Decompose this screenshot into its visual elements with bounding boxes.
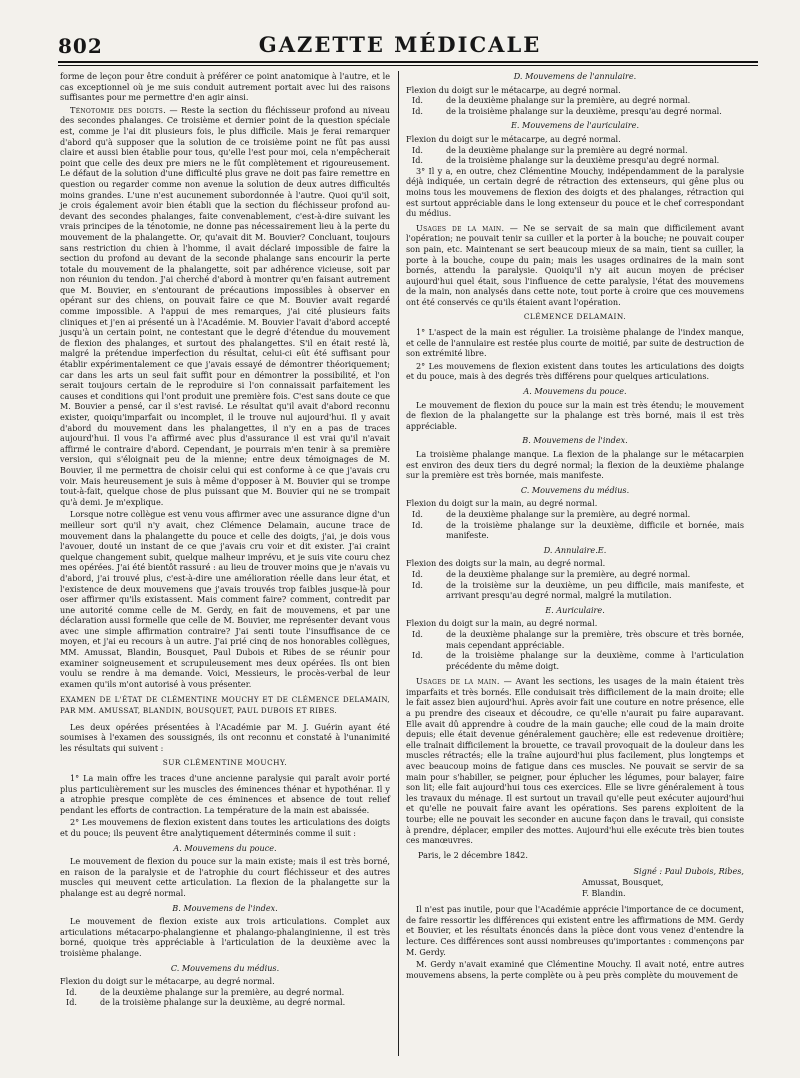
exam-title: EXAMEN DE L'ÉTAT DE CLÉMENTINE MOUCHY ET DE CLÉMENCE DELAMAIN, PAR MM. AMUSSAT, BLANDIN, BOUSQUET, PAUL DUBOIS ET RIBES.	[60, 695, 390, 716]
id-mark: Id.	[66, 997, 77, 1008]
line: Flexion du doigt sur la main, au degré normal.	[406, 498, 598, 509]
id-mark: Id.	[412, 519, 423, 530]
paragraph: La troisième phalange manque. La flexion de la phalange sur le métacarpien est environ des deux tiers du degré normal; la flexion de la deuxième phalange sur la première est très bornée, mais manifeste.	[406, 449, 744, 481]
line: Flexion du doigt sur la main, au degré normal.	[406, 618, 598, 629]
italic-heading: E. Mouvemens de l'auriculaire.	[510, 120, 640, 131]
italic-heading: D. Annulaire.E.	[543, 544, 607, 555]
line: Flexion du doigt sur le métacarpe, au degré normal.	[406, 84, 621, 95]
line-text: de la troisième phalange sur la deuxième, presqu'au degré normal.	[446, 105, 722, 116]
paragraph-text: — Reste la section du fléchisseur profond au niveau des secondes phalanges. Ce troisième et dernier point de la question spéciale est, comme je l'ai dit plusieurs fois, le plus difficile. Mais je ferai remarquer d'abord qu'à supposer que la solution de ce troisième point ne fût pas aussi claire et aussi bien établie pour tous, qu'elle l'est pour moi, cela n'empêcherait point que celle des deux pre miers ne le fût complètement et rigoureusement. Le défaut de la solution d'une difficulté plus grave ne doit pas faire remettre en question ou regarder comme non avenue la solution de deux autres difficultés moins grandes. L'une n'est aucunement subordonnée à l'autre. Quoi qu'il soit, je crois également avoir bien établi que la section du fléchisseur profond au-devant des secondes phalanges, faite convenablement, c'est-à-dire suivant les vrais principes de la ténotomie, ne donne pas nécessairement lieu à la perte du mouvement de la phalangette. Or, qu'avait dit M. Bouvier? Concluant, toujours sans restriction du chien à l'homme, il avait déclaré impossible de faire la section du profond au devant de la seconde phalange sans encourir la perte totale du mouvement de la phalangette, soit par adhérence vicieuse, soit par non réunion du tendon. J'ai cherché d'abord à montrer qu'en faisant autrement que M. Bouvier, en s'entourant de précautions impossibles à observer en opérant sur des chiens, on pouvait faire ce que M. Bouvier avait regardé comme impossible. A l'appui de mes remarques, j'ai cité plusieurs faits cliniques et j'en ai présenté un à l'Académie. M. Bouvier l'avait d'abord accepté jusqu'à un certain point, ne contestant que le degré d'étendue du mouvement de flexion des phalanges, et surtout des phalangettes. S'il en était resté là, malgré la prétendue imperfection du résultat, celui-ci eût été suffisant pour établir expérimentalement ce que j'avais essayé de démontrer théoriquement; car dans les arts un seul fait suffit pour en démontrer la possibilité, et l'on serait toujours certain de le reproduire si l'on connaissait parfaitement les causes et conditions qui l'ont produit une première fois. C'est sans doute ce que M. Bouvier a pensé, car il s'est ravisé. Le résultat qu'il avait d'abord reconnu exister, quoiqu'imparfait ou incomplet, il le trouve nul aujourd'hui. Il y avait d'abord du mouvement dans les phalangettes, il n'y en a pas de traces aujourd'hui. Il vous l'a affirmé avec plus d'assurance il est vrai qu'il n'avait affirmé le contraire d'abord. Cependant, je pourrais m'en tenir à sa première version, qui s'éloignait peu de la mienne; entre deux témoignages de M. Bouvier, il me permettra de choisir celui qui est conforme à ce que j'avais cru voir. Mais heureusement je suis à même d'opposer à M. Bouvier qui se trompe tout-à-fait, quelque chose de plus puissant que M. Bouvier qui ne se trompait qu'à demi. Je m'explique.	[60, 104, 390, 507]
section-lead: Usages de la main.	[416, 222, 505, 233]
line-text: de la deuxième phalange sur la première, au degré normal.	[446, 508, 691, 519]
id-mark: Id.	[412, 650, 423, 661]
paragraph	[60, 105, 390, 508]
id-mark: Id.	[412, 579, 423, 590]
id-mark: Id.	[66, 986, 77, 997]
date-line: Paris, le 2 décembre 1842.	[418, 849, 528, 860]
paragraph: Les deux opérées présentées à l'Académie par M. J. Guérin ayant été soumises à l'examen des soussignés, ils ont reconnu et constaté à l'unanimité les résultats qui suivent :	[60, 721, 390, 753]
paragraph-text: — Avant les sections, les usages de la main étaient très imparfaits et très bornés. Elle conduisait très difficilement de la main droite; elle le fait assez bien aujourd'hui. Après avoir fait une couture en notre présence, elle a pu prendre des ciseaux et découdre, ce qu'elle n'aurait pu faire auparavant. Elle avait dû apprendre à coudre de la main gauche; elle coud de la main droite depuis; elle était devenue généralement gauchère; elle est redevenue droitière; elle traînait difficilement la brouette, ce travail provoquait de la douleur dans les muscles rétractés; elle la traîne aujourd'hui plus facilement, plus longtemps et avec beaucoup moins de fatigue dans ces muscles. Ne pouvait se servir de sa main pour s'habiller, se peigner, pour éplucher les légumes, pour balayer, faire son lit; elle fait aujourd'hui tous ces exercices. Elle se livre généralement à tous les travaux du ménage. Il est surtout un travail qu'elle peut exécuter aujourd'hui et qu'elle ne pouvait faire avant les opérations. Ses parens exploitent de la tourbe; elle ne pouvait les seconder en aucune façon dans le travail, qui consiste à prendre, déplacer, empiler des mottes. Aujourd'hui elle exécute très bien toutes ces manœuvres.	[406, 676, 745, 846]
line: Flexion du doigt sur le métacarpe, au degré normal.	[60, 976, 275, 987]
id-mark: Id.	[412, 155, 423, 166]
right-column	[406, 71, 744, 982]
line	[60, 997, 390, 1008]
paragraph: 1° L'aspect de la main est régulier. La troisième phalange de l'index manque, et celle de l'annulaire est restée plus courte de moitié, par suite de destruction de son extrémité libre.	[406, 327, 744, 359]
line	[60, 987, 390, 998]
subsection-heading: CLÉMENCE DELAMAIN.	[523, 312, 627, 322]
paragraph-text: — Ne se servait de sa main que difficilement avant l'opération; ne pouvait tenir sa cuiller et la porter à la bouche; ne pouvait couper son pain, etc. Maintenant se sert beaucoup mieux de sa main, tient sa cuiller, la porte à la bouche, coupe du pain; mais les usages ordinaires de la main sont bornés, attendu la paralysie. Quoiqu'il n'y ait aucun moyen de préciser aujourd'hui quel était, sous l'influence de cette paralysie, l'état des mouvemens de la main, non analysés dans cette note, tout porte à croire que ces mouvemens ont été conservés ce qu'ils étaient avant l'opération.	[406, 222, 744, 307]
line	[406, 155, 744, 166]
paragraph: 2° Les mouvemens de flexion existent dans toutes les articulations des doigts et du pouce, mais à des degrés très différens pour quelques articulations.	[406, 360, 744, 382]
signature-line: Signé : Paul Dubois, Ribes,	[633, 866, 744, 877]
italic-heading: E. Auriculaire.	[545, 604, 605, 615]
line	[406, 145, 744, 156]
line: Flexion du doigt sur le métacarpe, au degré normal.	[406, 133, 621, 144]
journal-title: GAZETTE MÉDICALE	[258, 32, 542, 57]
paragraph	[406, 223, 744, 308]
page-number: 802	[58, 34, 103, 58]
line	[406, 580, 744, 601]
id-mark: Id.	[412, 628, 423, 639]
signature-line: Amussat, Bousquet,	[582, 876, 664, 887]
line	[406, 520, 744, 541]
id-mark: Id.	[412, 144, 423, 155]
italic-heading: D. Mouvemens de l'annulaire.	[513, 71, 637, 81]
line-text: de la deuxième phalange sur la première, au degré normal.	[100, 986, 345, 997]
italic-heading: B. Mouvemens de l'index.	[522, 435, 628, 446]
header-rule	[58, 61, 758, 63]
line	[406, 95, 744, 106]
line-text: de la troisième phalange sur la deuxième, difficile et bornée, mais manifeste.	[446, 519, 744, 541]
line-text: de la troisième phalange sur la deuxième, comme à l'articulation précédente du même doigt.	[446, 650, 744, 671]
italic-heading: C. Mouvemens du médius.	[170, 962, 280, 973]
italic-heading: A. Mouvemens du pouce.	[173, 842, 277, 853]
line	[406, 650, 744, 671]
paragraph: Lorsque notre collègue est venu vous affirmer avec une assurance digne d'un meilleur sort qu'il n'y avait, chez Clémence Delamain, aucune trace de mouvement dans la phalangette du pouce et celle des doigts, j'ai, je dois vous l'avouer, douté un instant de ce que j'avais cru voir et dit exister. J'ai craint quelque changement subit, quelque malheur imprévu, et je suis vite couru chez mes opérées. J'ai été bientôt rassuré : au lieu de trouver moins que je n'avais vu d'abord, j'ai trouvé plus, c'est-à-dire une amélioration réelle dans leur état, et l'existence de deux mouvemens que j'avais trouvés trop faibles jusque-là pour oser affirmer qu'ils existassent. Mais comment faire? comment, contredit par une autorité comme celle de M. Gerdy, en fait de mouvemens, et par une déclaration aussi formelle que celle de M. Bouvier, me représenter devant vous avec une simple affirmation contraire? J'ai senti toute l'insuffisance de ce moyen, et j'ai eu recours à un autre. J'ai prié cinq de nos honorables collègues, MM. Amussat, Blandin, Bousquet, Paul Dubois et Ribes de se réunir pour examiner soigneusement et scrupuleusement mes deux opérées. Ils ont bien voulu se rendre à ma demande. Voici, Messieurs, le procès-verbal de leur examen qu'ils m'ont autorisé à vous présenter.	[60, 509, 390, 689]
line	[406, 106, 744, 117]
line	[406, 509, 744, 520]
paragraph: forme de leçon pour être conduit à préférer ce point anatomique à l'autre, et le cas exceptionnel où je me suis conduit autrement portait avec lui des raisons suffisantes pour me permettre d'en agir ainsi.	[60, 71, 390, 103]
signature-line: F. Blandin.	[582, 887, 626, 898]
line	[406, 629, 744, 650]
line	[406, 569, 744, 580]
line-text: de la deuxième phalange sur la première, très obscure et très bornée, mais cependant appréciable.	[446, 628, 744, 650]
line: Flexion des doigts sur la main, au degré normal.	[406, 558, 606, 569]
italic-heading: B. Mouvemens de l'index.	[172, 902, 278, 913]
subsection-heading: SUR CLÉMENTINE MOUCHY.	[162, 758, 288, 768]
line-text: de la deuxième phalange sur la première au degré normal.	[446, 144, 688, 155]
paragraph: Le mouvement de flexion du pouce sur la main existe; mais il est très borné, en raison de la paralysie et de l'atrophie du court fléchisseur et des autres muscles qui meuvent cette articulation. La flexion de la phalangette sur la phalange est au degré normal.	[60, 856, 390, 898]
line-text: de la deuxième phalange sur la première, au degré normal.	[446, 568, 691, 579]
id-mark: Id.	[412, 95, 423, 106]
left-column	[60, 71, 390, 1008]
paragraph: 2° Les mouvemens de flexion existent dans toutes les articulations des doigts et du pouce; ils peuvent être analytiquement déterminés comme il suit :	[60, 817, 390, 838]
paragraph: 3° Il y a, en outre, chez Clémentine Mouchy, indépendamment de la paralysie déjà indiquée, un certain degré de rétraction des extenseurs, qui gêne plus ou moins tous les mouvemens de flexion des doigts et des phalanges, rétraction qui est surtout appréciable dans le long extenseur du pouce et le chef correspondant du médius.	[406, 165, 744, 219]
id-mark: Id.	[412, 568, 423, 579]
paragraph: Le mouvement de flexion existe aux trois articulations. Complet aux articulations métacarpo-phalangienne et phalango-phalanginienne, il est très borné, quoique très appréciable à l'articulation de la deuxième avec la troisième phalange.	[60, 916, 390, 958]
line-text: de la troisième phalange sur la deuxième, au degré normal.	[100, 997, 346, 1008]
header-rule-thin	[58, 65, 758, 66]
paragraph: 1° La main offre les traces d'une ancienne paralysie qui paraît avoir porté plus particulièrement sur les muscles des éminences thénar et hypothénar. Il y a atrophie presque complète de ces éminences et absence de tout relief pendant les efforts de contraction. La température de la main est abaissée.	[60, 773, 390, 815]
italic-heading: C. Mouvemens du médius.	[520, 484, 630, 495]
line-text: de la deuxième phalange sur la première, au degré normal.	[446, 95, 691, 106]
column-divider	[398, 71, 399, 1056]
paragraph	[406, 676, 744, 846]
section-lead: Ténotomie des doigts.	[70, 104, 166, 115]
id-mark: Id.	[412, 508, 423, 519]
paragraph: Le mouvement de flexion du pouce sur la main est très étendu; le mouvement de flexion de la phalangette sur la phalange est très borné, mais il est très appréciable.	[406, 399, 744, 431]
italic-heading: A. Mouvemens du pouce.	[523, 386, 627, 397]
paragraph: Il n'est pas inutile, pour que l'Académie apprécie l'importance de ce document, de faire ressortir les différences qui existent entre les affirmations de MM. Gerdy et Bouvier, et les résultats énoncés dans la pièce dont vous venez d'entendre la lecture. Ces différences sont aussi nombreuses qu'importantes : commençons par M. Gerdy.	[406, 904, 744, 957]
paragraph: M. Gerdy n'avait examiné que Clémentine Mouchy. Il avait noté, entre autres mouvemens absens, la perte complète ou à peu près complète du mouvement de	[406, 959, 744, 980]
id-mark: Id.	[412, 105, 423, 116]
section-lead: Usages de la main.	[416, 676, 500, 687]
line-text: de la troisième phalange sur la deuxième presqu'au degré normal.	[446, 155, 720, 166]
line-text: de la troisième sur la deuxième, un peu difficile, mais manifeste, et arrivant presqu'au degré normal, malgré la mutilation.	[446, 579, 744, 601]
